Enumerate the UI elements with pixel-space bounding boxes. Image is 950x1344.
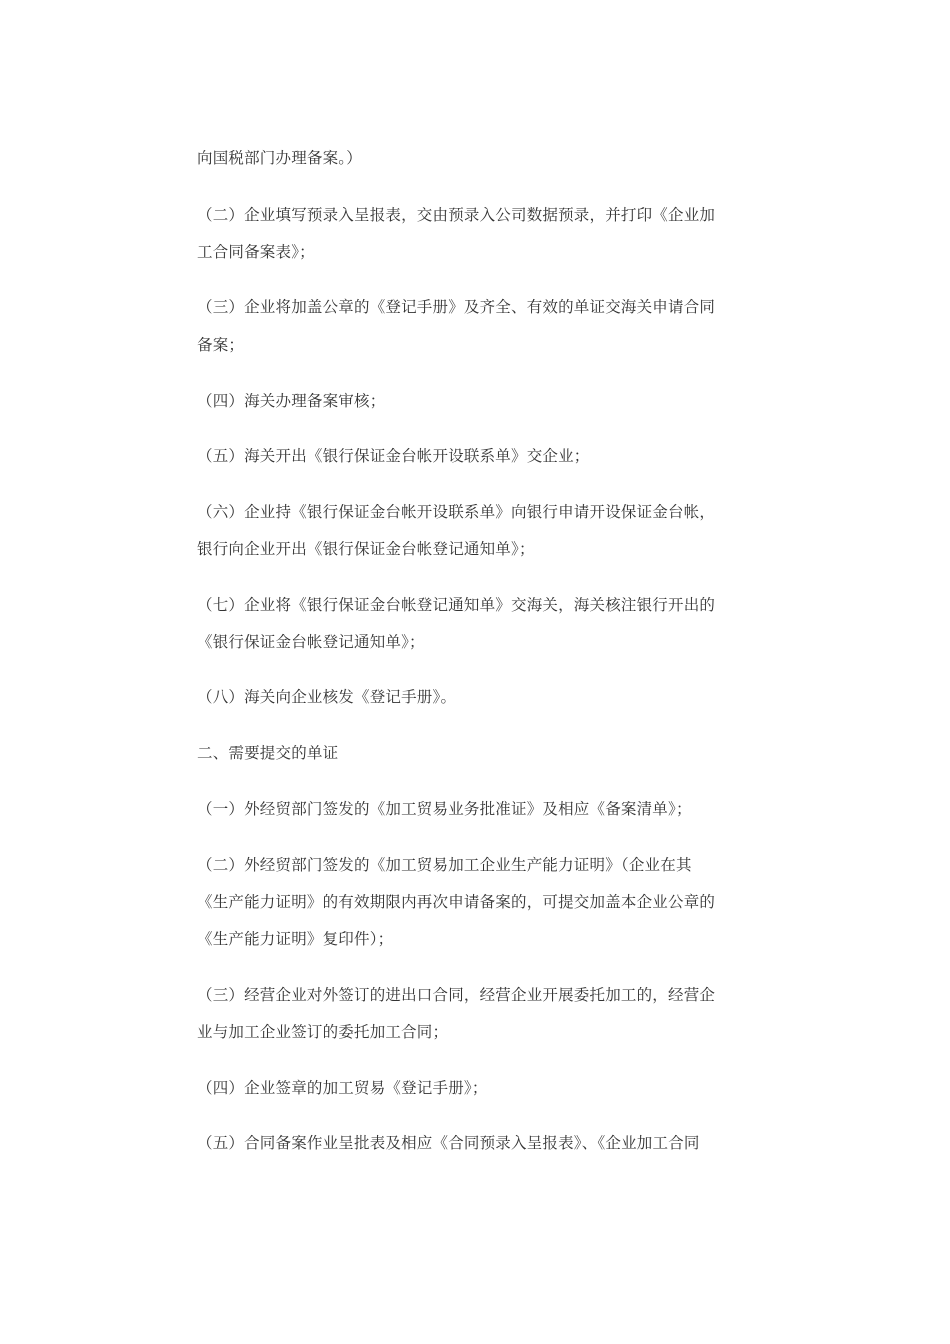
text-line: （八）海关向企业核发《登记手册》。 (197, 688, 457, 706)
text-line: 业与加工企业签订的委托加工合同； (197, 1023, 449, 1041)
text-line: 银行向企业开出《银行保证金台帐登记通知单》； (197, 540, 535, 558)
text-line: （五）海关开出《银行保证金台帐开设联系单》交企业； (197, 447, 590, 465)
section-heading: 二、需要提交的单证 (197, 744, 339, 762)
text-line: （七）企业将《银行保证金台帐登记通知单》交海关，海关核注银行开出的 (197, 596, 716, 614)
text-line: 备案； (197, 336, 245, 354)
text-line: 向国税部门办理备案。） (197, 149, 362, 167)
text-line: （四）海关办理备案审核； (197, 392, 386, 410)
text-line: （五）合同备案作业呈批表及相应《合同预录入呈报表》、《企业加工合同 (197, 1134, 700, 1152)
text-line: （三）企业将加盖公章的《登记手册》及齐全、有效的单证交海关申请合同 (197, 298, 716, 316)
text-line: （六）企业持《银行保证金台帐开设联系单》向银行申请开设保证金台帐， (197, 503, 716, 521)
text-line: （四）企业签章的加工贸易《登记手册》； (197, 1079, 488, 1097)
text-line: 《银行保证金台帐登记通知单》； (197, 633, 425, 651)
text-line: （二）企业填写预录入呈报表，交由预录入公司数据预录，并打印《企业加 (197, 206, 716, 224)
text-line: （一）外经贸部门签发的《加工贸易业务批准证》及相应《备案清单》； (197, 800, 692, 818)
text-line: 《生产能力证明》复印件）； (197, 930, 394, 948)
text-line: 工合同备案表》； (197, 243, 315, 261)
text-line: （二）外经贸部门签发的《加工贸易加工企业生产能力证明》（企业在其 (197, 856, 692, 874)
text-line: 《生产能力证明》的有效期限内再次申请备案的，可提交加盖本企业公章的 (197, 893, 716, 911)
text-line: （三）经营企业对外签订的进出口合同，经营企业开展委托加工的，经营企 (197, 986, 716, 1004)
